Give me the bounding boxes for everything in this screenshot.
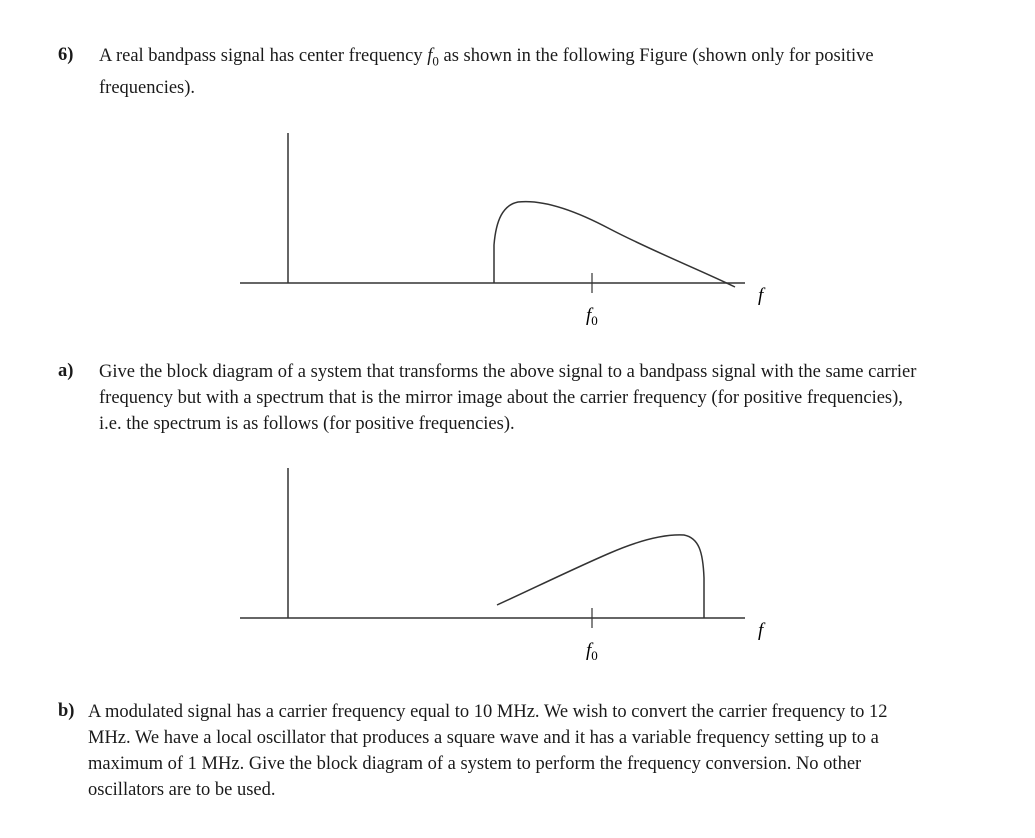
spectrum-figure-mirrored	[0, 460, 1035, 670]
part-a-text: Give the block diagram of a system that transforms the above signal to a bandpass signal with the same carrier frequency but with a spectrum that is the mirror image about the carrier frequency (for positive frequencies), i.e. the spectrum is as follows (for positive frequencies).	[99, 362, 917, 434]
spectrum-figure-original	[0, 125, 1035, 335]
part-b-text: A modulated signal has a carrier frequency equal to 10 MHz. We wish to convert the carrier frequency to 12 MHz. We have a local oscillator that produces a square wave and it has a variable frequency setting up to a maximum of 1 MHz. Give the block diagram of a system to perform the frequency conversion. No other oscillators are to be used.	[88, 702, 888, 800]
spectrum-curve	[497, 535, 704, 618]
tick-label-f0: $f_0$	[586, 305, 598, 328]
axis-label-f: f	[758, 620, 764, 641]
f0-symbol: $f_0$	[427, 46, 439, 69]
tick-label-f0: $f_0$	[586, 640, 598, 663]
question-text-after: as shown in the following Figure (shown only for positive frequencies).	[99, 46, 874, 98]
part-b-number: b)	[58, 701, 75, 721]
spectrum-plot-mirrored	[0, 460, 1035, 670]
question-number: 6)	[58, 45, 74, 65]
question-text	[99, 43, 934, 101]
part-a-number: a)	[58, 361, 74, 381]
axis-label-f: f	[758, 285, 764, 306]
spectrum-plot-original	[0, 125, 1035, 335]
question-text-before: A real bandpass signal has center frequency	[99, 46, 428, 66]
spectrum-curve	[494, 202, 735, 287]
